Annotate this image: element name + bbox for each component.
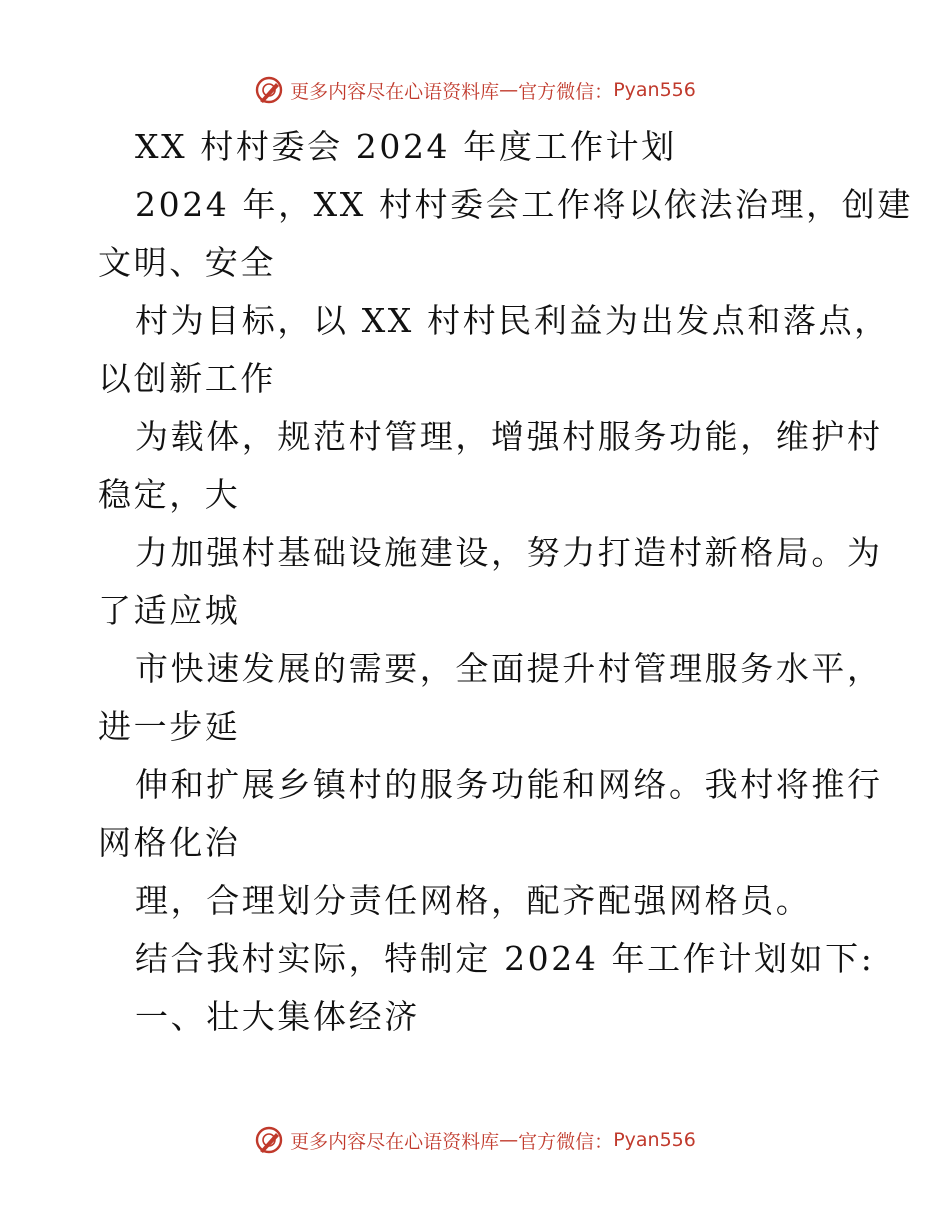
pen-logo-icon: [254, 75, 284, 105]
paragraph-line: 为载体，规范村管理，增强村服务功能，维护村: [135, 417, 883, 456]
paragraph-line: 文明、安全: [98, 243, 276, 282]
paragraph-line: 力加强村基础设施建设，努力打造村新格局。为: [135, 533, 883, 572]
footer-watermark: [0, 1120, 950, 1160]
document-title: XX 村村委会 2024 年度工作计划: [135, 127, 677, 166]
paragraph-line: 网格化治: [98, 823, 241, 862]
paragraph-line: 了适应城: [98, 591, 241, 630]
watermark-brand: 更多内容尽在心语资料库: [290, 1130, 500, 1153]
watermark-official-label: 官方微信：: [518, 1130, 614, 1153]
section-heading: 一、壮大集体经济: [135, 997, 420, 1036]
watermark-official-label: 官方微信：: [518, 80, 614, 103]
paragraph-line: 伸和扩展乡镇村的服务功能和网络。我村将推行: [135, 765, 883, 804]
paragraph-line: 稳定，大: [98, 475, 241, 514]
paragraph-line: 村为目标，以 XX 村村民利益为出发点和落点，: [135, 301, 890, 340]
paragraph-line: 结合我村实际，特制定 2024 年工作计划如下:: [135, 939, 875, 978]
paragraph-line: 理，合理划分责任网格，配齐配强网格员。: [135, 881, 812, 920]
watermark-dash: —: [499, 1129, 519, 1151]
watermark-wechat-id: Pyan556: [613, 79, 696, 101]
watermark-wechat-id: Pyan556: [613, 1129, 696, 1151]
paragraph-line: 2024 年，XX 村村委会工作将以依法治理，创建: [135, 185, 913, 224]
pen-logo-icon: [254, 1125, 284, 1155]
paragraph-line: 市快速发展的需要，全面提升村管理服务水平，: [135, 649, 883, 688]
header-watermark: [0, 70, 950, 110]
document-body: [98, 118, 913, 1046]
watermark-dash: —: [499, 79, 519, 101]
paragraph-line: 以创新工作: [98, 359, 276, 398]
watermark-brand: 更多内容尽在心语资料库: [290, 80, 500, 103]
paragraph-line: 进一步延: [98, 707, 241, 746]
